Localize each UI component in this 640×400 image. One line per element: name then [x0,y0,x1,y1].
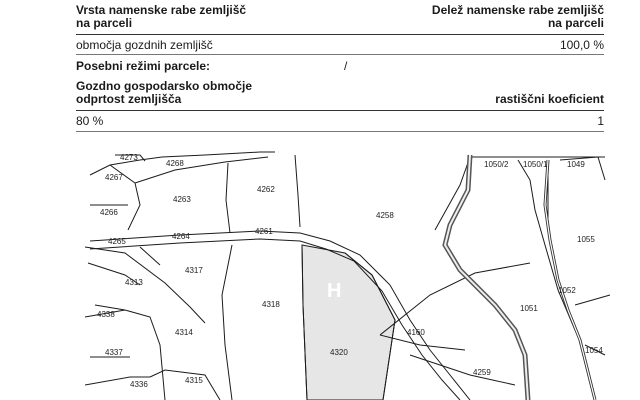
forest-line1: Gozdno gospodarsko območje [76,79,253,93]
cadastral-map [0,145,640,400]
growth-value: 1 [597,114,604,128]
parcel-label: 1054 [585,346,603,355]
parcel-label: 1051 [520,304,538,313]
forest-rule [76,110,604,111]
parcel-label: 4268 [166,159,184,168]
highlighted-parcel-area [302,245,395,400]
parcel-label: 1050/1 [523,160,548,169]
parcel-label: 1050/2 [484,160,509,169]
parcel-label: 4263 [173,195,191,204]
parcel-label: 4338 [97,310,115,319]
parcel-label: 4336 [130,380,148,389]
header-right-line2: na parceli [547,16,604,30]
parcel-label: 4261 [255,227,273,236]
parcel-label: 4314 [175,328,193,337]
parcel-label: 4160 [407,328,425,337]
forest-row [76,80,604,106]
parcel-label: 4317 [185,266,203,275]
parcel-label: 4259 [473,368,491,377]
parcel-label: 4265 [108,237,126,246]
parcel-label: 4262 [257,185,275,194]
parcel-label: 4273 [120,153,138,162]
header-right-line1: Delež namenske rabe zemljišč [431,3,604,17]
use-share: 100,0 % [559,38,604,52]
special-value: / [344,59,348,73]
openness-value: 80 % [76,114,104,128]
use-type: območja gozdnih zemljišč [76,38,213,52]
parcel-label: 1055 [577,235,595,244]
parcel-label: 4313 [125,278,143,287]
parcel-label: 4315 [185,376,203,385]
use-rule [76,54,604,55]
parcel-label: 1052 [558,286,576,295]
h-marker: H [327,280,342,302]
parcel-label: 4318 [262,300,280,309]
parcel-label: 4320 [330,348,348,357]
parcel-label: 4258 [376,211,394,220]
header-rule [76,34,604,35]
parcel-label: 4266 [100,208,118,217]
values-rule [76,131,604,132]
growth-label: rastiščni koeficient [495,92,604,106]
parcel-label: 1049 [567,160,585,169]
road-lines [90,231,470,400]
header-left-line1: Vrsta namenske rabe zemljišč [76,3,247,17]
parcel-label: 4267 [105,173,123,182]
forest-line2: odprtost zemljišča [76,92,182,106]
header-left-line2: na parceli [76,16,133,30]
parcel-label: 4264 [172,232,190,241]
special-label: Posebni režimi parcele: [76,59,211,73]
parcel-label: 4337 [105,348,123,357]
